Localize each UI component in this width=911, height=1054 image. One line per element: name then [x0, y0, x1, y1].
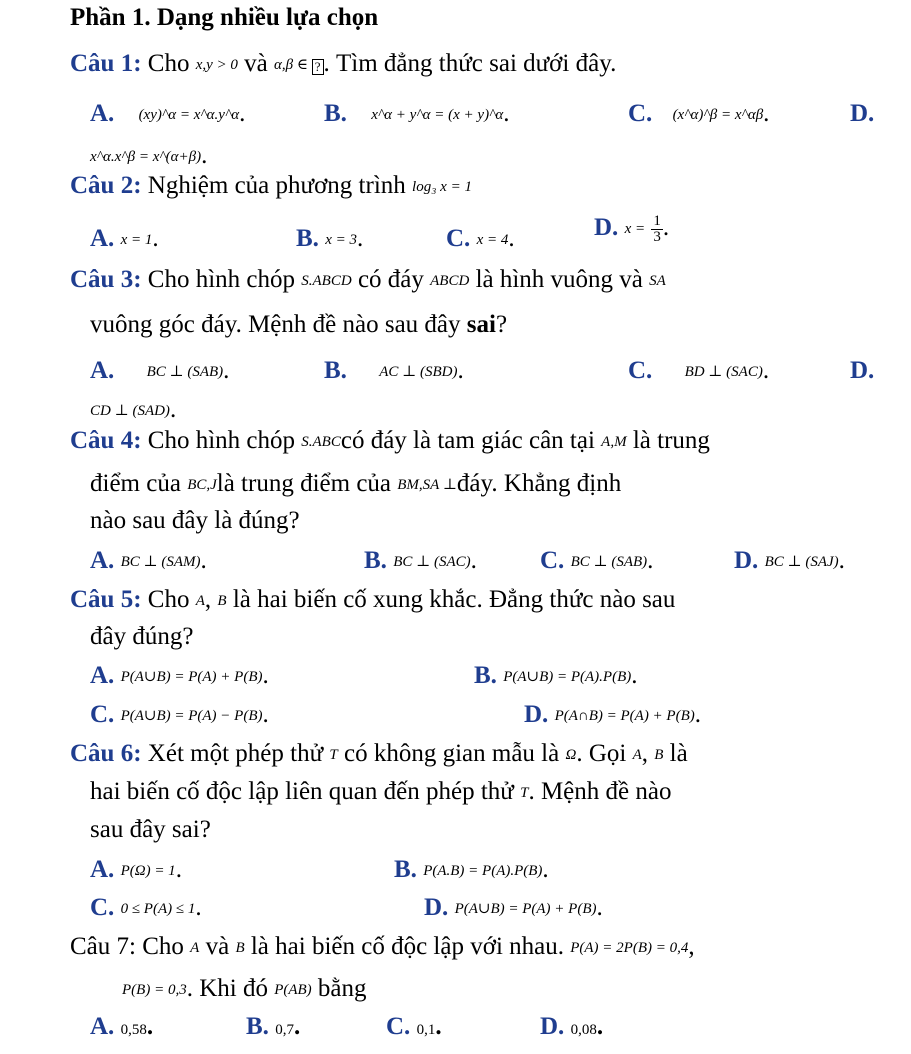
question-3-label: Câu 3: — [70, 266, 142, 293]
q3-option-d[interactable] — [850, 357, 874, 385]
q6-option-c[interactable]: C. 0 ≤ P(A) ≤ 1. — [90, 894, 202, 921]
q7-option-c-value: 0,1 — [416, 1022, 436, 1038]
option-c-label: C. — [540, 547, 565, 574]
question-4-label: Câu 4: — [70, 427, 142, 454]
q5-option-d-expr: P(A∩B) = P(A) + P(B) — [554, 708, 695, 724]
q6-option-b-expr: P(A.B) = P(A).P(B) — [423, 863, 543, 879]
question-1-stem — [70, 50, 616, 78]
option-b-label: B. — [324, 357, 347, 384]
option-d-label: D. — [850, 357, 875, 384]
option-c-label: C. — [90, 701, 115, 728]
q2-option-d-lhs: x = — [624, 221, 646, 238]
option-d-label: D. — [850, 100, 875, 127]
q5-option-d[interactable]: D. P(A∩B) = P(A) + P(B). — [524, 701, 701, 728]
q1-option-a-expr: (xy)^α = x^α.y^α — [138, 107, 240, 123]
question-7-stem-line2: P(B) = 0,3. Khi đó P(AB) bằng — [122, 975, 367, 1002]
option-a-label: A. — [90, 225, 115, 252]
q1-option-c[interactable]: C. (x^α)^β = x^αβ. — [628, 100, 770, 127]
option-c-label: C. — [386, 1013, 411, 1040]
q4-option-b-expr: BC ⊥ (SAC) — [393, 554, 471, 570]
q2-option-c-expr: x = 4 — [476, 232, 509, 248]
unknown-set-glyph: ? — [312, 59, 324, 75]
q6-option-c-expr: 0 ≤ P(A) ≤ 1 — [120, 901, 196, 917]
q3-option-a[interactable]: A. BC ⊥ (SAB). — [90, 357, 230, 384]
q6-option-d[interactable]: D. P(A∪B) = P(A) + P(B). — [424, 894, 603, 921]
q1-option-a[interactable]: A. (xy)^α = x^α.y^α. — [90, 100, 246, 127]
option-b-label: B. — [474, 662, 497, 689]
option-a-label: A. — [90, 357, 115, 384]
q2-option-a[interactable]: A. x = 1. — [90, 225, 159, 252]
q2-option-c[interactable]: C. x = 4. — [446, 225, 515, 252]
option-d-label: D. — [594, 214, 619, 242]
option-a-label: A. — [90, 547, 115, 574]
q1-option-d-expr: x^α.x^β = x^(α+β) — [90, 149, 202, 165]
q3-option-d-line: CD ⊥ (SAD). — [90, 396, 177, 423]
q3-option-d-expr: CD ⊥ (SAD) — [90, 403, 170, 419]
q3-option-c-expr: BD ⊥ (SAC) — [684, 364, 763, 380]
q4-option-a[interactable]: A. BC ⊥ (SAM). — [90, 547, 207, 574]
option-c-label: C. — [446, 225, 471, 252]
q1-option-c-expr: (x^α)^β = x^αβ — [672, 107, 764, 123]
q2-option-d[interactable]: D. x = $\frac{1}{3}$ . — [594, 213, 670, 245]
option-c-label: C. — [628, 100, 653, 127]
question-6-label: Câu 6: — [70, 740, 142, 767]
question-4-stem-line2: điểm của BC,Jlà trung điểm của BM,SA ⊥đáy. Khẳng định — [90, 470, 622, 497]
question-4-stem-line1: Câu 4: Cho hình chóp S.ABCcó đáy là tam giác cân tại A,M là trung — [70, 427, 710, 454]
q6-option-d-expr: P(A∪B) = P(A) + P(B) — [454, 901, 597, 917]
option-b-label: B. — [394, 856, 417, 883]
q1-cond2: α,β ∈ — [274, 57, 312, 73]
question-3-stem-line1: Câu 3: Cho hình chóp S.ABCD có đáy ABCD là hình vuông và SA — [70, 266, 666, 293]
option-a-label: A. — [90, 1013, 115, 1040]
option-d-label: D. — [734, 547, 759, 574]
q2-option-b-expr: x = 3 — [325, 232, 357, 248]
q1-option-d[interactable] — [850, 100, 874, 128]
q4-option-c-expr: BC ⊥ (SAB) — [570, 554, 648, 570]
q4-option-a-expr: BC ⊥ (SAM) — [120, 554, 201, 570]
q3-option-b[interactable]: B. AC ⊥ (SBD). — [324, 357, 464, 384]
question-6-stem-line3: sau đây sai? — [90, 816, 211, 843]
option-c-label: C. — [90, 894, 115, 921]
q1-pre: Cho — [147, 50, 190, 77]
q1-option-b[interactable]: B. x^α + y^α = (x + y)^α. — [324, 100, 510, 127]
question-5-stem-line2: đây đúng? — [90, 623, 194, 650]
q7-option-a-value: 0,58 — [120, 1022, 147, 1038]
q4-option-d-expr: BC ⊥ (SAJ) — [764, 554, 839, 570]
q2-text: Nghiệm của phương trình — [147, 172, 406, 199]
q2-option-b[interactable]: B. x = 3. — [296, 225, 364, 252]
q7-option-b-value: 0,7 — [275, 1022, 294, 1038]
q3-option-a-expr: BC ⊥ (SAB) — [146, 364, 224, 380]
section-title: Phần 1. Dạng nhiều lựa chọn — [70, 4, 379, 31]
q7-option-d[interactable]: D. 0,08. — [540, 1013, 604, 1040]
q6-option-b[interactable]: B. P(A.B) = P(A).P(B). — [394, 856, 549, 883]
option-b-label: B. — [364, 547, 387, 574]
q1-text: . Tìm đẳng thức sai dưới đây. — [323, 50, 617, 77]
question-2-label: Câu 2: — [70, 172, 142, 199]
option-a-label: A. — [90, 856, 115, 883]
q7-option-d-value: 0,08 — [570, 1022, 597, 1038]
q2-equation: log₃ x = 1 — [412, 179, 472, 195]
question-5-label: Câu 5: — [70, 586, 142, 613]
question-4-stem-line3: nào sau đây là đúng? — [90, 507, 300, 534]
q1-option-d-line: x^α.x^β = x^(α+β). — [90, 142, 208, 169]
q5-option-a[interactable]: A. P(A∪B) = P(A) + P(B). — [90, 662, 269, 689]
q7-option-a[interactable]: A. 0,58. — [90, 1013, 154, 1040]
q5-option-a-expr: P(A∪B) = P(A) + P(B) — [120, 669, 263, 685]
option-d-label: D. — [524, 701, 549, 728]
option-d-label: D. — [424, 894, 449, 921]
q1-cond1: x,y > 0 — [195, 57, 238, 73]
option-b-label: B. — [296, 225, 319, 252]
q7-option-c[interactable]: C. 0,1. — [386, 1013, 442, 1040]
option-d-label: D. — [540, 1013, 565, 1040]
question-3-stem-line2: vuông góc đáy. Mệnh đề nào sau đây sai? — [90, 311, 508, 338]
q2-option-a-expr: x = 1 — [120, 232, 153, 248]
question-7-stem-line1: Câu 7: Cho A và B là hai biến cố độc lập với nhau. P(A) = 2P(B) = 0,4, — [70, 933, 695, 960]
question-6-stem-line1: Câu 6: Xét một phép thử T có không gian mẫu là Ω. Gọi A, B là — [70, 740, 688, 767]
q5-option-c-expr: P(A∪B) = P(A) − P(B) — [120, 708, 263, 724]
q4-option-b[interactable]: B. BC ⊥ (SAC). — [364, 547, 477, 574]
question-1-label: Câu 1: — [70, 50, 142, 77]
option-a-label: A. — [90, 662, 115, 689]
q3-option-b-expr: AC ⊥ (SBD) — [379, 364, 458, 380]
option-b-label: B. — [246, 1013, 269, 1040]
option-b-label: B. — [324, 100, 347, 127]
q2-option-d-fraction: $\frac{1}{3}$ — [653, 213, 661, 245]
q7-option-b[interactable]: B. 0,7. — [246, 1013, 301, 1040]
q4-option-c[interactable]: C. BC ⊥ (SAB). — [540, 547, 654, 574]
question-2-stem — [70, 172, 472, 200]
option-c-label: C. — [628, 357, 653, 384]
q3-option-c[interactable]: C. BD ⊥ (SAC). — [628, 357, 770, 384]
q5-option-c[interactable]: C. P(A∪B) = P(A) − P(B). — [90, 701, 269, 728]
question-6-stem-line2: hai biến cố độc lập liên quan đến phép thử T. Mệnh đề nào — [90, 778, 672, 805]
q1-mid: và — [244, 50, 268, 77]
option-a-label: A. — [90, 100, 115, 127]
q5-option-b[interactable]: B. P(A∪B) = P(A).P(B). — [474, 662, 638, 689]
q5-option-b-expr: P(A∪B) = P(A).P(B) — [503, 669, 632, 685]
question-5-stem-line1: Câu 5: Cho A, B là hai biến cố xung khắc. Đẳng thức nào sau — [70, 586, 676, 613]
q4-option-d[interactable]: D. BC ⊥ (SAJ). — [734, 547, 845, 574]
question-7-label: Câu 7: — [70, 933, 136, 960]
q1-option-b-expr: x^α + y^α = (x + y)^α — [371, 107, 504, 123]
q6-option-a-expr: P(Ω) = 1 — [120, 863, 176, 879]
q6-option-a[interactable]: A. P(Ω) = 1. — [90, 856, 182, 883]
